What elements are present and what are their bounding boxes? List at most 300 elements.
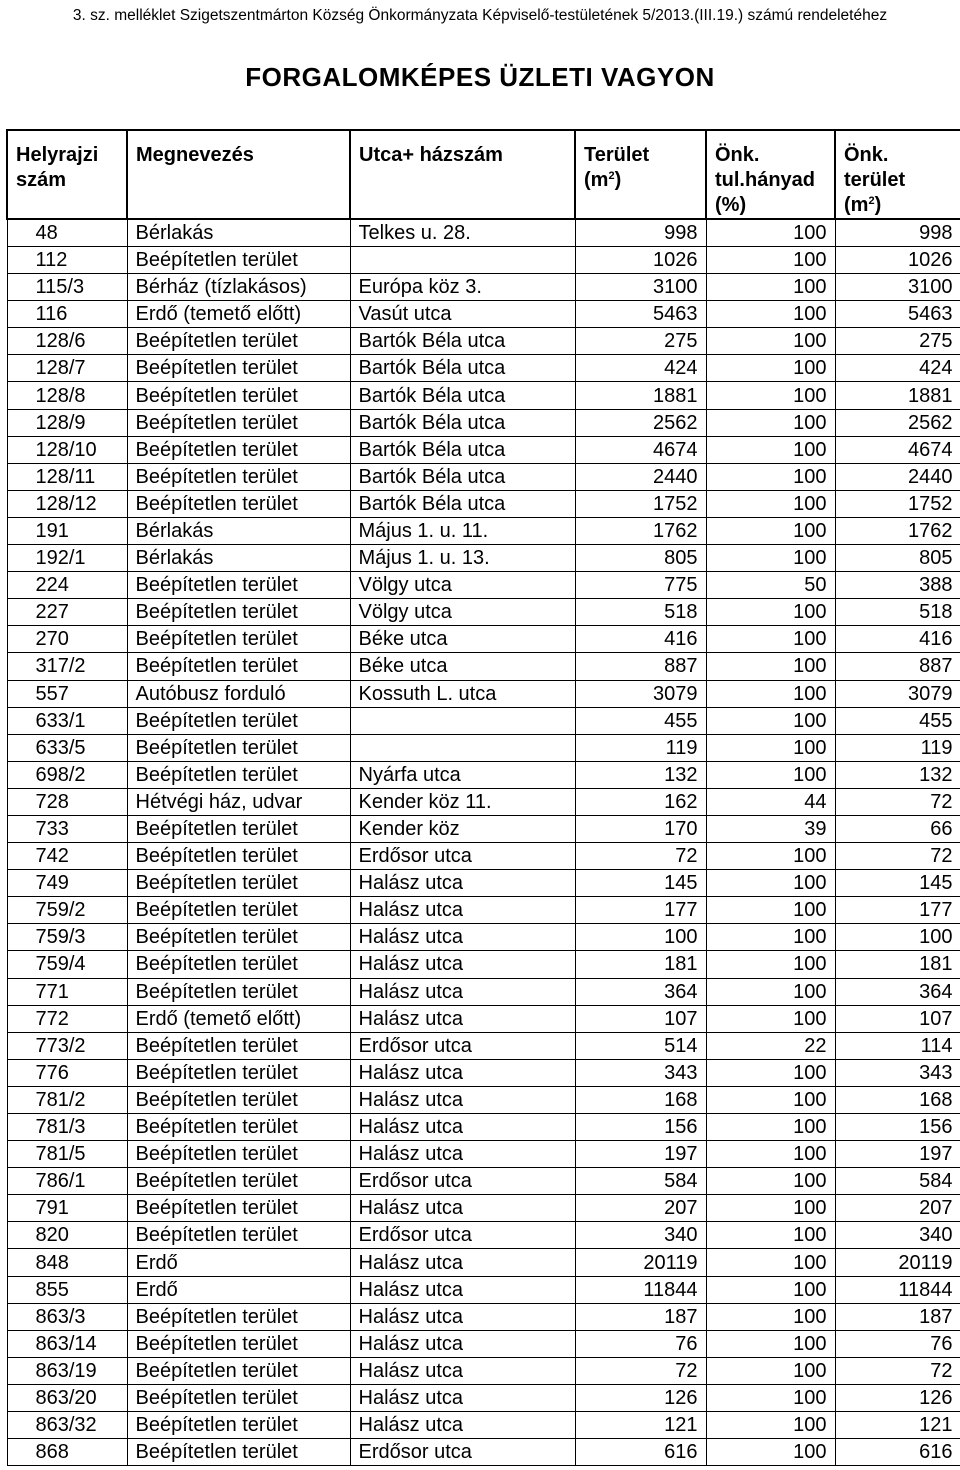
cell-onk-terulet: 100: [835, 924, 960, 951]
cell-helyrajzi-szam: 771: [7, 978, 127, 1005]
table-row: [7, 734, 960, 761]
cell-onk-tulhanyad: 39: [706, 815, 835, 842]
cell-onk-tulhanyad: 50: [706, 572, 835, 599]
cell-terulet: 584: [575, 1168, 706, 1195]
cell-terulet: 3079: [575, 680, 706, 707]
cell-terulet: 424: [575, 355, 706, 382]
cell-terulet: 340: [575, 1222, 706, 1249]
cell-utca-hazszam: Halász utca: [350, 978, 575, 1005]
cell-onk-tulhanyad: 100: [706, 1141, 835, 1168]
cell-onk-tulhanyad: 100: [706, 653, 835, 680]
cell-onk-terulet: 2562: [835, 409, 960, 436]
cell-onk-terulet: 275: [835, 328, 960, 355]
cell-onk-terulet: 145: [835, 870, 960, 897]
cell-helyrajzi-szam: 633/5: [7, 734, 127, 761]
cell-utca-hazszam: [350, 247, 575, 274]
cell-onk-terulet: 998: [835, 219, 960, 247]
cell-megnevezes: Beépítetlen terület: [127, 328, 350, 355]
document-title: FORGALOMKÉPES ÜZLETI VAGYON: [245, 62, 715, 92]
cell-utca-hazszam: Kossuth L. utca: [350, 680, 575, 707]
table-row: [7, 409, 960, 436]
cell-onk-terulet: 887: [835, 653, 960, 680]
cell-helyrajzi-szam: 115/3: [7, 274, 127, 301]
cell-onk-tulhanyad: 100: [706, 1059, 835, 1086]
cell-megnevezes: Beépítetlen terület: [127, 436, 350, 463]
cell-megnevezes: Beépítetlen terület: [127, 1195, 350, 1222]
table-row: [7, 545, 960, 572]
cell-megnevezes: Bérház (tízlakásos): [127, 274, 350, 301]
cell-helyrajzi-szam: 224: [7, 572, 127, 599]
table-row: [7, 707, 960, 734]
cell-utca-hazszam: Európa köz 3.: [350, 274, 575, 301]
cell-helyrajzi-szam: 863/3: [7, 1303, 127, 1330]
cell-onk-terulet: 616: [835, 1439, 960, 1466]
cell-megnevezes: Beépítetlen terület: [127, 1059, 350, 1086]
cell-terulet: 416: [575, 626, 706, 653]
cell-utca-hazszam: Nyárfa utca: [350, 761, 575, 788]
cell-utca-hazszam: Erdősor utca: [350, 1032, 575, 1059]
cell-helyrajzi-szam: 863/19: [7, 1357, 127, 1384]
cell-helyrajzi-szam: 128/7: [7, 355, 127, 382]
cell-helyrajzi-szam: 781/3: [7, 1114, 127, 1141]
cell-megnevezes: Beépítetlen terület: [127, 1357, 350, 1384]
table-header-row: [7, 130, 960, 219]
cell-onk-terulet: 3079: [835, 680, 960, 707]
cell-onk-tulhanyad: 100: [706, 1384, 835, 1411]
cell-onk-tulhanyad: 100: [706, 409, 835, 436]
cell-helyrajzi-szam: 128/6: [7, 328, 127, 355]
cell-terulet: 5463: [575, 301, 706, 328]
cell-megnevezes: Beépítetlen terület: [127, 815, 350, 842]
table-row: [7, 788, 960, 815]
cell-onk-terulet: 114: [835, 1032, 960, 1059]
cell-onk-tulhanyad: 100: [706, 247, 835, 274]
cell-utca-hazszam: Halász utca: [350, 924, 575, 951]
cell-onk-tulhanyad: 100: [706, 1222, 835, 1249]
cell-onk-terulet: 72: [835, 843, 960, 870]
table-row: [7, 599, 960, 626]
table-row: [7, 1303, 960, 1330]
cell-utca-hazszam: Május 1. u. 13.: [350, 545, 575, 572]
cell-utca-hazszam: Május 1. u. 11.: [350, 517, 575, 544]
cell-megnevezes: Beépítetlen terület: [127, 734, 350, 761]
cell-helyrajzi-szam: 128/8: [7, 382, 127, 409]
cell-onk-tulhanyad: 100: [706, 328, 835, 355]
cell-helyrajzi-szam: 227: [7, 599, 127, 626]
cell-onk-terulet: 181: [835, 951, 960, 978]
cell-onk-terulet: 132: [835, 761, 960, 788]
cell-utca-hazszam: Halász utca: [350, 1114, 575, 1141]
cell-terulet: 119: [575, 734, 706, 761]
cell-megnevezes: Beépítetlen terület: [127, 247, 350, 274]
cell-onk-terulet: 5463: [835, 301, 960, 328]
cell-helyrajzi-szam: 698/2: [7, 761, 127, 788]
cell-megnevezes: Beépítetlen terület: [127, 1168, 350, 1195]
table-row: [7, 870, 960, 897]
cell-onk-terulet: 1881: [835, 382, 960, 409]
cell-utca-hazszam: Bartók Béla utca: [350, 382, 575, 409]
cell-onk-terulet: 455: [835, 707, 960, 734]
cell-helyrajzi-szam: 192/1: [7, 545, 127, 572]
cell-megnevezes: Beépítetlen terület: [127, 1032, 350, 1059]
cell-onk-tulhanyad: 100: [706, 1114, 835, 1141]
cell-onk-terulet: 1026: [835, 247, 960, 274]
cell-onk-terulet: 805: [835, 545, 960, 572]
cell-terulet: 805: [575, 545, 706, 572]
cell-onk-tulhanyad: 100: [706, 1276, 835, 1303]
table-row: [7, 1412, 960, 1439]
cell-megnevezes: Beépítetlen terület: [127, 1439, 350, 1466]
cell-megnevezes: Bérlakás: [127, 219, 350, 247]
cell-terulet: 343: [575, 1059, 706, 1086]
cell-onk-terulet: 121: [835, 1412, 960, 1439]
table-row: [7, 382, 960, 409]
cell-utca-hazszam: Bartók Béla utca: [350, 436, 575, 463]
cell-onk-tulhanyad: 100: [706, 978, 835, 1005]
cell-utca-hazszam: Béke utca: [350, 653, 575, 680]
cell-utca-hazszam: Bartók Béla utca: [350, 409, 575, 436]
cell-onk-tulhanyad: 100: [706, 1357, 835, 1384]
cell-onk-tulhanyad: 100: [706, 219, 835, 247]
table-row: [7, 1384, 960, 1411]
cell-terulet: 76: [575, 1330, 706, 1357]
cell-terulet: 162: [575, 788, 706, 815]
cell-onk-terulet: 364: [835, 978, 960, 1005]
cell-helyrajzi-szam: 863/20: [7, 1384, 127, 1411]
cell-terulet: 181: [575, 951, 706, 978]
table-row: [7, 1222, 960, 1249]
cell-helyrajzi-szam: 863/14: [7, 1330, 127, 1357]
cell-onk-tulhanyad: 100: [706, 490, 835, 517]
table-row: [7, 951, 960, 978]
cell-utca-hazszam: Halász utca: [350, 1303, 575, 1330]
cell-helyrajzi-szam: 781/5: [7, 1141, 127, 1168]
cell-onk-tulhanyad: 100: [706, 463, 835, 490]
cell-utca-hazszam: Halász utca: [350, 951, 575, 978]
cell-helyrajzi-szam: 868: [7, 1439, 127, 1466]
table-row: [7, 680, 960, 707]
cell-terulet: 2562: [575, 409, 706, 436]
table-row: [7, 1330, 960, 1357]
cell-onk-tulhanyad: 100: [706, 1412, 835, 1439]
cell-onk-terulet: 126: [835, 1384, 960, 1411]
cell-utca-hazszam: Bartók Béla utca: [350, 328, 575, 355]
cell-helyrajzi-szam: 773/2: [7, 1032, 127, 1059]
cell-terulet: 100: [575, 924, 706, 951]
table-row: [7, 1276, 960, 1303]
cell-helyrajzi-szam: 116: [7, 301, 127, 328]
cell-megnevezes: Bérlakás: [127, 517, 350, 544]
cell-onk-tulhanyad: 100: [706, 1195, 835, 1222]
cell-onk-tulhanyad: 100: [706, 1249, 835, 1276]
cell-utca-hazszam: Halász utca: [350, 1059, 575, 1086]
cell-megnevezes: Beépítetlen terület: [127, 761, 350, 788]
cell-utca-hazszam: Halász utca: [350, 1384, 575, 1411]
cell-onk-terulet: 11844: [835, 1276, 960, 1303]
table-row: [7, 274, 960, 301]
cell-utca-hazszam: Halász utca: [350, 1276, 575, 1303]
cell-megnevezes: Beépítetlen terület: [127, 599, 350, 626]
table-row: [7, 1195, 960, 1222]
cell-onk-terulet: 66: [835, 815, 960, 842]
table-row: [7, 247, 960, 274]
cell-onk-tulhanyad: 100: [706, 924, 835, 951]
cell-terulet: 1752: [575, 490, 706, 517]
cell-onk-terulet: 424: [835, 355, 960, 382]
cell-terulet: 170: [575, 815, 706, 842]
cell-terulet: 1881: [575, 382, 706, 409]
cell-megnevezes: Beépítetlen terület: [127, 897, 350, 924]
cell-onk-tulhanyad: 100: [706, 870, 835, 897]
cell-megnevezes: Beépítetlen terület: [127, 1412, 350, 1439]
cell-terulet: 11844: [575, 1276, 706, 1303]
table-row: [7, 924, 960, 951]
cell-megnevezes: Hétvégi ház, udvar: [127, 788, 350, 815]
cell-onk-tulhanyad: 100: [706, 436, 835, 463]
cell-helyrajzi-szam: 759/3: [7, 924, 127, 951]
cell-terulet: 197: [575, 1141, 706, 1168]
table-row: [7, 1357, 960, 1384]
cell-terulet: 156: [575, 1114, 706, 1141]
cell-terulet: 2440: [575, 463, 706, 490]
cell-onk-tulhanyad: 100: [706, 626, 835, 653]
cell-onk-tulhanyad: 100: [706, 843, 835, 870]
cell-megnevezes: Beépítetlen terület: [127, 490, 350, 517]
cell-utca-hazszam: Bartók Béla utca: [350, 490, 575, 517]
table-row: [7, 843, 960, 870]
cell-megnevezes: Autóbusz forduló: [127, 680, 350, 707]
table-row: [7, 1168, 960, 1195]
cell-utca-hazszam: Vasút utca: [350, 301, 575, 328]
cell-helyrajzi-szam: 759/4: [7, 951, 127, 978]
header-megnevezes: Megnevezés: [127, 130, 350, 219]
table-row: [7, 490, 960, 517]
cell-megnevezes: Beépítetlen terület: [127, 978, 350, 1005]
cell-onk-tulhanyad: 100: [706, 1005, 835, 1032]
cell-onk-terulet: 340: [835, 1222, 960, 1249]
cell-onk-terulet: 168: [835, 1086, 960, 1113]
cell-terulet: 275: [575, 328, 706, 355]
cell-utca-hazszam: Bartók Béla utca: [350, 355, 575, 382]
cell-megnevezes: Beépítetlen terület: [127, 1086, 350, 1113]
cell-terulet: 72: [575, 843, 706, 870]
table-row: [7, 1032, 960, 1059]
cell-onk-terulet: 388: [835, 572, 960, 599]
cell-terulet: 1026: [575, 247, 706, 274]
cell-onk-tulhanyad: 100: [706, 301, 835, 328]
cell-megnevezes: Beépítetlen terület: [127, 382, 350, 409]
cell-terulet: 514: [575, 1032, 706, 1059]
cell-terulet: 20119: [575, 1249, 706, 1276]
cell-utca-hazszam: Kender köz: [350, 815, 575, 842]
cell-utca-hazszam: Erdősor utca: [350, 1439, 575, 1466]
cell-terulet: 518: [575, 599, 706, 626]
table-row: [7, 1439, 960, 1466]
header-terulet: Terület $(m^2)$: [575, 130, 706, 219]
table-row: [7, 436, 960, 463]
cell-utca-hazszam: Béke utca: [350, 626, 575, 653]
cell-terulet: 121: [575, 1412, 706, 1439]
cell-helyrajzi-szam: 781/2: [7, 1086, 127, 1113]
cell-onk-tulhanyad: 100: [706, 599, 835, 626]
cell-megnevezes: Beépítetlen terület: [127, 1222, 350, 1249]
table-row: [7, 463, 960, 490]
table-row: [7, 626, 960, 653]
cell-megnevezes: Beépítetlen terület: [127, 924, 350, 951]
cell-helyrajzi-szam: 128/10: [7, 436, 127, 463]
cell-utca-hazszam: Völgy utca: [350, 599, 575, 626]
cell-terulet: 3100: [575, 274, 706, 301]
cell-onk-tulhanyad: 100: [706, 951, 835, 978]
cell-helyrajzi-szam: 776: [7, 1059, 127, 1086]
cell-terulet: 455: [575, 707, 706, 734]
document-header: 3. sz. melléklet Szigetszentmárton Község Önkormányzata Képviselő-testületének 5/2013.(III.19.) számú rendeletéhez: [72, 7, 888, 24]
cell-helyrajzi-szam: 191: [7, 517, 127, 544]
cell-helyrajzi-szam: 128/11: [7, 463, 127, 490]
header-helyrajzi-szam: Helyrajzi szám: [7, 130, 127, 219]
cell-terulet: 132: [575, 761, 706, 788]
table-row: [7, 1249, 960, 1276]
cell-onk-tulhanyad: 100: [706, 680, 835, 707]
cell-onk-tulhanyad: 100: [706, 274, 835, 301]
header-utca-hazszam: Utca+ házszám: [350, 130, 575, 219]
cell-onk-terulet: 72: [835, 1357, 960, 1384]
cell-onk-tulhanyad: 100: [706, 707, 835, 734]
cell-utca-hazszam: Halász utca: [350, 897, 575, 924]
header-onk-terulet: Önk. terület $(m^2)$: [835, 130, 960, 219]
cell-utca-hazszam: Telkes u. 28.: [350, 219, 575, 247]
cell-onk-tulhanyad: 100: [706, 355, 835, 382]
cell-utca-hazszam: Bartók Béla utca: [350, 463, 575, 490]
cell-helyrajzi-szam: 270: [7, 626, 127, 653]
cell-onk-tulhanyad: 22: [706, 1032, 835, 1059]
cell-terulet: 616: [575, 1439, 706, 1466]
cell-onk-tulhanyad: 100: [706, 1086, 835, 1113]
cell-terulet: 1762: [575, 517, 706, 544]
cell-onk-tulhanyad: 100: [706, 734, 835, 761]
cell-utca-hazszam: Halász utca: [350, 1249, 575, 1276]
table-row: [7, 1114, 960, 1141]
cell-helyrajzi-szam: 317/2: [7, 653, 127, 680]
cell-megnevezes: Erdő: [127, 1276, 350, 1303]
cell-megnevezes: Bérlakás: [127, 545, 350, 572]
cell-helyrajzi-szam: 742: [7, 843, 127, 870]
cell-utca-hazszam: Halász utca: [350, 1195, 575, 1222]
cell-onk-terulet: 76: [835, 1330, 960, 1357]
cell-megnevezes: Beépítetlen terület: [127, 843, 350, 870]
table-row: [7, 1005, 960, 1032]
cell-helyrajzi-szam: 112: [7, 247, 127, 274]
table-row: [7, 978, 960, 1005]
cell-terulet: 4674: [575, 436, 706, 463]
table-row: [7, 517, 960, 544]
cell-megnevezes: Erdő: [127, 1249, 350, 1276]
cell-onk-terulet: 207: [835, 1195, 960, 1222]
cell-utca-hazszam: Halász utca: [350, 1086, 575, 1113]
cell-utca-hazszam: Halász utca: [350, 870, 575, 897]
cell-onk-terulet: 343: [835, 1059, 960, 1086]
cell-onk-terulet: 20119: [835, 1249, 960, 1276]
cell-terulet: 998: [575, 219, 706, 247]
cell-helyrajzi-szam: 759/2: [7, 897, 127, 924]
cell-utca-hazszam: Halász utca: [350, 1412, 575, 1439]
cell-onk-terulet: 3100: [835, 274, 960, 301]
cell-megnevezes: Erdő (temető előtt): [127, 301, 350, 328]
cell-helyrajzi-szam: 128/12: [7, 490, 127, 517]
table-row: [7, 653, 960, 680]
cell-onk-tulhanyad: 100: [706, 1330, 835, 1357]
cell-megnevezes: Beépítetlen terület: [127, 1330, 350, 1357]
cell-megnevezes: Beépítetlen terület: [127, 951, 350, 978]
cell-megnevezes: Beépítetlen terület: [127, 1384, 350, 1411]
cell-megnevezes: Beépítetlen terület: [127, 355, 350, 382]
table-row: [7, 897, 960, 924]
cell-megnevezes: Beépítetlen terület: [127, 1303, 350, 1330]
cell-helyrajzi-szam: 557: [7, 680, 127, 707]
cell-utca-hazszam: Kender köz 11.: [350, 788, 575, 815]
cell-onk-tulhanyad: 100: [706, 1439, 835, 1466]
cell-onk-terulet: 1752: [835, 490, 960, 517]
table-body: [7, 219, 960, 1466]
cell-helyrajzi-szam: 633/1: [7, 707, 127, 734]
cell-utca-hazszam: Erdősor utca: [350, 1168, 575, 1195]
table-row: [7, 761, 960, 788]
cell-onk-tulhanyad: 100: [706, 761, 835, 788]
cell-megnevezes: Beépítetlen terület: [127, 870, 350, 897]
cell-terulet: 107: [575, 1005, 706, 1032]
cell-megnevezes: Beépítetlen terület: [127, 626, 350, 653]
cell-terulet: 145: [575, 870, 706, 897]
cell-terulet: 207: [575, 1195, 706, 1222]
cell-terulet: 887: [575, 653, 706, 680]
cell-helyrajzi-szam: 733: [7, 815, 127, 842]
cell-onk-terulet: 187: [835, 1303, 960, 1330]
cell-onk-terulet: 416: [835, 626, 960, 653]
cell-megnevezes: Beépítetlen terület: [127, 707, 350, 734]
cell-helyrajzi-szam: 820: [7, 1222, 127, 1249]
cell-utca-hazszam: Völgy utca: [350, 572, 575, 599]
cell-helyrajzi-szam: 128/9: [7, 409, 127, 436]
cell-megnevezes: Erdő (temető előtt): [127, 1005, 350, 1032]
cell-onk-terulet: 177: [835, 897, 960, 924]
property-table: [6, 129, 960, 1466]
cell-onk-tulhanyad: 100: [706, 897, 835, 924]
cell-onk-terulet: 584: [835, 1168, 960, 1195]
cell-helyrajzi-szam: 791: [7, 1195, 127, 1222]
table-row: [7, 328, 960, 355]
cell-utca-hazszam: Halász utca: [350, 1141, 575, 1168]
cell-onk-tulhanyad: 100: [706, 545, 835, 572]
cell-onk-tulhanyad: 100: [706, 517, 835, 544]
table-row: [7, 301, 960, 328]
cell-megnevezes: Beépítetlen terület: [127, 463, 350, 490]
cell-utca-hazszam: Halász utca: [350, 1330, 575, 1357]
cell-terulet: 364: [575, 978, 706, 1005]
cell-onk-tulhanyad: 100: [706, 1168, 835, 1195]
cell-terulet: 177: [575, 897, 706, 924]
cell-megnevezes: Beépítetlen terület: [127, 1141, 350, 1168]
table-row: [7, 815, 960, 842]
header-onk-tulhanyad: Önk. tul.hányad (%): [706, 130, 835, 219]
table-row: [7, 572, 960, 599]
cell-terulet: 126: [575, 1384, 706, 1411]
cell-megnevezes: Beépítetlen terület: [127, 409, 350, 436]
table-row: [7, 1141, 960, 1168]
cell-onk-terulet: 156: [835, 1114, 960, 1141]
cell-onk-terulet: 72: [835, 788, 960, 815]
table-row: [7, 1086, 960, 1113]
cell-helyrajzi-szam: 855: [7, 1276, 127, 1303]
